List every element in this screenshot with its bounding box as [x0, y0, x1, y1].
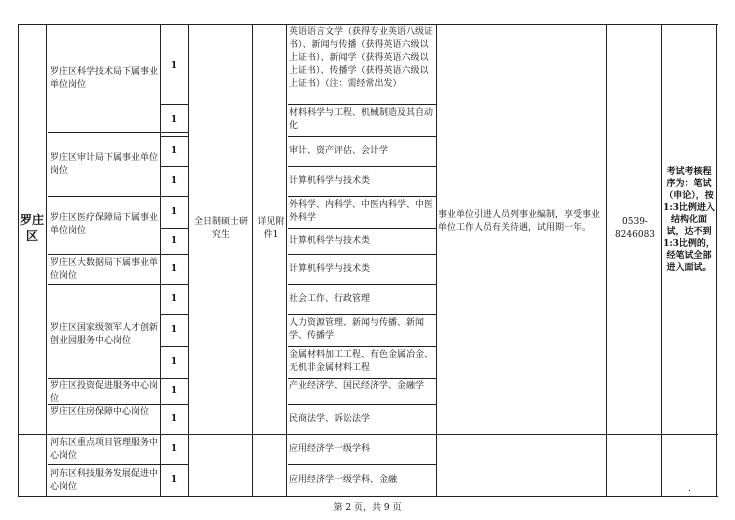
row-divider — [48, 464, 188, 465]
count-cell: 1 — [170, 294, 178, 304]
major-cell: 外科学、内科学、中医内科学、中医外科学 — [289, 200, 434, 223]
row-divider — [160, 228, 188, 229]
unit-cell: 罗庄区投资促进服务中心岗位 — [50, 381, 159, 404]
count-cell: 1 — [170, 264, 178, 274]
row-divider — [48, 196, 188, 197]
count-cell: 1 — [170, 414, 178, 424]
unit-cell: 罗庄区国家级领军人才创新创业园服务中心岗位 — [50, 323, 159, 346]
major-cell: 英语语言文学（获得专业英语八级证书）、新闻与传播（获得英语六级以上证书）、新闻学（获得英语六级以上证书）、传播学（获得英语六级以上证书）（注：需经常出发） — [289, 27, 434, 89]
count-cell: 1 — [170, 146, 178, 156]
major-cell: 民商法学、诉讼法学 — [289, 414, 371, 424]
row-divider — [288, 378, 436, 379]
column-divider — [286, 24, 287, 496]
count-cell: 1 — [170, 357, 178, 367]
row-divider — [288, 284, 436, 285]
column-divider — [436, 24, 437, 496]
row-divider — [288, 404, 436, 405]
row-divider — [288, 228, 436, 229]
row-divider — [288, 136, 436, 137]
row-divider — [48, 378, 188, 379]
row-divider — [160, 104, 188, 105]
education-cell: 全日制硕士研究生 — [193, 217, 248, 240]
major-cell: 应用经济学一级学科 — [289, 444, 371, 454]
exam-method-cell: 考试考核程序为：笔试（申论），按1:3比例进入结构化面试，达不到1:3比例的，经笔试全部进入面试。 — [663, 167, 715, 273]
major-cell: 产业经济学、国民经济学、金融学 — [289, 381, 425, 391]
unit-cell: 罗庄区审计局下属事业单位岗位 — [50, 153, 159, 176]
requirement-cell: 详见附件1 — [257, 217, 285, 240]
row-divider — [288, 196, 436, 197]
row-divider — [160, 346, 188, 347]
row-divider — [160, 136, 188, 137]
count-cell: 1 — [170, 386, 178, 396]
column-divider — [661, 24, 662, 496]
row-divider — [160, 314, 188, 315]
major-cell: 社会工作、行政管理 — [289, 294, 371, 304]
row-divider — [48, 284, 188, 285]
row-divider — [160, 166, 188, 167]
major-cell: 审计、资产评估、会计学 — [289, 146, 389, 156]
row-divider — [288, 346, 436, 347]
count-cell: 1 — [170, 207, 178, 217]
row-divider — [288, 464, 436, 465]
major-cell: 金属材料加工工程、有色金属冶金、无机非金属材料工程 — [289, 350, 434, 373]
row-divider — [288, 104, 436, 105]
stray-mark: . — [688, 484, 691, 494]
major-cell: 计算机科学与技术类 — [289, 264, 371, 274]
count-cell: 1 — [170, 475, 178, 485]
count-cell: 1 — [170, 236, 178, 246]
count-cell: 1 — [170, 444, 178, 454]
count-cell: 1 — [170, 61, 178, 71]
unit-cell: 河东区科技服务发展促进中心岗位 — [50, 469, 159, 492]
district-cell: 罗庄区 — [19, 213, 44, 243]
row-divider — [288, 254, 436, 255]
column-divider — [46, 24, 47, 496]
count-cell: 1 — [170, 325, 178, 335]
major-cell: 计算机科学与技术类 — [289, 236, 371, 246]
column-divider — [18, 24, 19, 496]
column-divider — [252, 24, 253, 496]
unit-cell: 罗庄区大数据局下属事业单位岗位 — [50, 258, 159, 281]
section-divider — [18, 434, 718, 435]
row-divider — [288, 314, 436, 315]
major-cell: 计算机科学与技术类 — [289, 176, 371, 186]
unit-cell: 罗庄区住房保障中心岗位 — [50, 407, 150, 417]
table-border-bottom — [18, 496, 718, 497]
treatment-cell: 事业单位引进人员列事业编制，享受事业单位工作人员有关待遇，试用期一年。 — [438, 210, 601, 233]
major-cell: 应用经济学一级学科、金融 — [289, 475, 398, 485]
column-divider — [716, 24, 717, 496]
unit-cell: 罗庄区科学技术局下属事业单位岗位 — [50, 67, 159, 90]
count-cell: 1 — [170, 115, 178, 125]
page-footer: 第 2 页，共 9 页 — [333, 503, 402, 513]
row-divider — [288, 166, 436, 167]
unit-cell: 河东区重点项目管理服务中心岗位 — [50, 438, 159, 461]
row-divider — [48, 132, 188, 133]
phone-cell: 0539-8246083 — [614, 217, 656, 240]
major-cell: 材料科学与工程、机械制造及其自动化 — [289, 108, 434, 131]
count-cell: 1 — [170, 176, 178, 186]
unit-cell: 罗庄区医疗保障局下属事业单位岗位 — [50, 213, 159, 236]
row-divider — [48, 254, 188, 255]
major-cell: 人力资源管理、新闻与传播、新闻学、传播学 — [289, 318, 425, 341]
table-border-top — [18, 24, 718, 25]
column-divider — [606, 24, 607, 496]
column-divider — [188, 24, 189, 496]
